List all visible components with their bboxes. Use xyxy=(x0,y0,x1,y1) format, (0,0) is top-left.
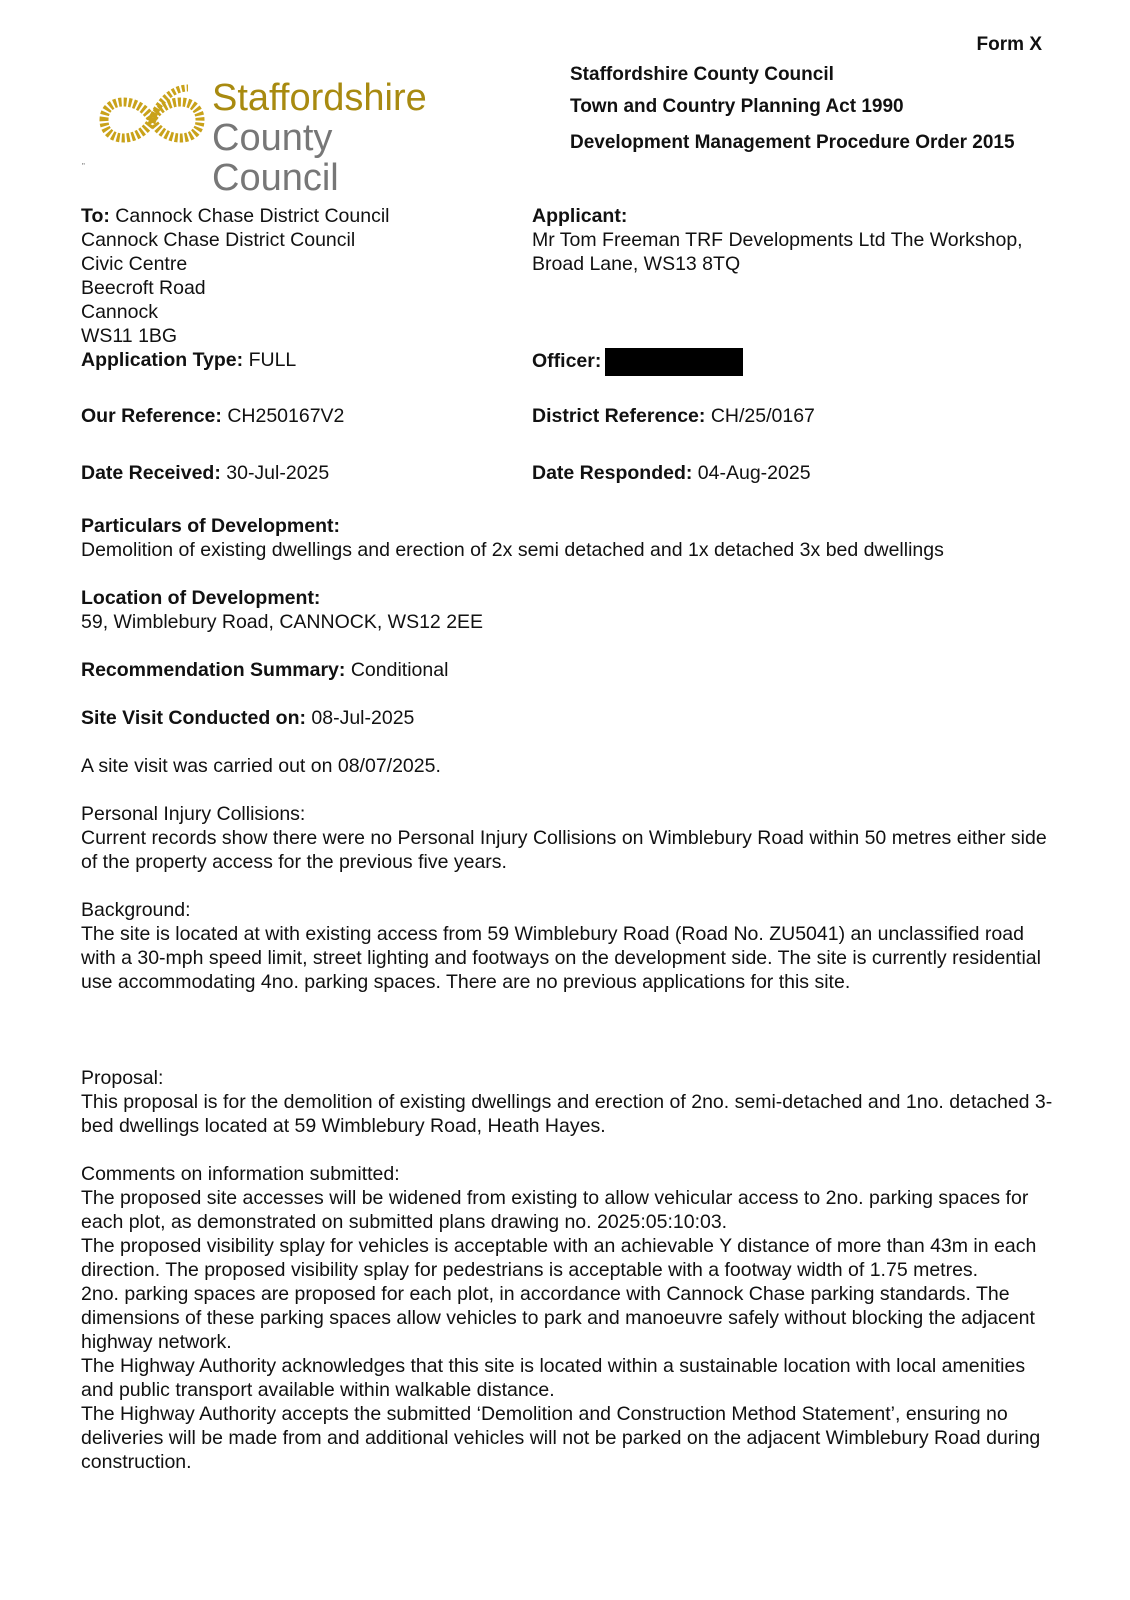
applicant-label: Applicant: xyxy=(532,205,628,227)
to-address-line: Civic Centre xyxy=(81,253,188,275)
logo-text-line1: Staffordshire xyxy=(212,77,427,119)
location-label: Location of Development: xyxy=(81,587,321,609)
site-visit-note: A site visit was carried out on 08/07/2025. xyxy=(81,755,441,777)
district-reference-value: CH/25/0167 xyxy=(710,405,815,427)
proposal-text: This proposal is for the demolition of existing dwellings and erection of 2no. semi-detached and 1no. detached 3- bed dwellings located at 59 Wimblebury Road, Heath Hayes. xyxy=(81,1091,1053,1137)
collisions-section xyxy=(81,802,1061,874)
application-type-value: FULL xyxy=(248,349,297,371)
header-order: Development Management Procedure Order 2015 xyxy=(570,132,1015,153)
particulars-section xyxy=(81,514,1061,562)
proposal-heading: Proposal: xyxy=(81,1067,164,1089)
location-section xyxy=(81,586,1061,634)
to-block xyxy=(81,204,501,372)
site-visit-label: Site Visit Conducted on: xyxy=(81,707,306,729)
application-type-label: Application Type: xyxy=(81,349,244,371)
logo-mark: " xyxy=(82,162,85,171)
date-received-label: Date Received: xyxy=(81,462,221,484)
particulars-text: Demolition of existing dwellings and erection of 2x semi detached and 1x detached 3x bed dwellings xyxy=(81,539,944,561)
form-label: Form X xyxy=(976,34,1042,55)
comment-item: The Highway Authority accepts the submitted ‘Demolition and Construction Method Statement’, ensuring no deliveries will be made from and additional vehicles will not be parked on the adjacent Wimblebury Road during construction. xyxy=(81,1403,1041,1473)
officer-redaction xyxy=(605,348,743,376)
comments-section xyxy=(81,1162,1061,1474)
background-text: The site is located at with existing access from 59 Wimblebury Road (Road No. ZU5041) an unclassified road with a 30-mph speed limit, street lighting and footways on the development side. The site is currently residential use accommodating 4no. parking spaces. There are no previous applications for this site. xyxy=(81,923,1041,993)
date-received-value: 30-Jul-2025 xyxy=(226,462,330,484)
collisions-heading: Personal Injury Collisions: xyxy=(81,803,306,825)
site-visit-value: 08-Jul-2025 xyxy=(311,707,415,729)
comment-item: The Highway Authority acknowledges that this site is located within a sustainable location with local amenities and public transport available within walkable distance. xyxy=(81,1355,1026,1401)
comment-item: The proposed site accesses will be widened from existing to allow vehicular access to 2no. parking spaces for each plot, as demonstrated on submitted plans drawing no. 2025:05:10:03. xyxy=(81,1187,1029,1233)
background-section xyxy=(81,898,1061,994)
council-logo xyxy=(96,77,466,199)
applicant-block xyxy=(532,204,1092,276)
applicant-line: Broad Lane, WS13 8TQ xyxy=(532,253,741,275)
applicant-line: Mr Tom Freeman TRF Developments Ltd The Workshop, xyxy=(532,229,1023,251)
date-responded-row xyxy=(532,461,811,485)
comment-item: 2no. parking spaces are proposed for each plot, in accordance with Cannock Chase parking standards. The dimensions of these parking spaces allow vehicles to park and manoeuvre safely without blocking the adjacent highway network. xyxy=(81,1283,1035,1353)
site-visit-row xyxy=(81,706,1061,730)
background-heading: Background: xyxy=(81,899,191,921)
district-reference-row xyxy=(532,404,815,428)
header-act: Town and Country Planning Act 1990 xyxy=(570,96,904,117)
to-address-line: Cannock Chase District Council xyxy=(81,229,356,251)
officer-label: Officer: xyxy=(532,350,602,373)
district-reference-label: District Reference: xyxy=(532,405,706,427)
header-council: Staffordshire County Council xyxy=(570,64,834,85)
recommendation-value: Conditional xyxy=(350,659,449,681)
our-reference-value: CH250167V2 xyxy=(227,405,345,427)
location-text: 59, Wimblebury Road, CANNOCK, WS12 2EE xyxy=(81,611,484,633)
to-address-line: WS11 1BG xyxy=(81,325,178,347)
date-received-row xyxy=(81,461,329,485)
officer-row xyxy=(532,348,743,376)
our-reference-row xyxy=(81,404,344,428)
to-address-line: Cannock xyxy=(81,301,158,323)
our-reference-label: Our Reference: xyxy=(81,405,222,427)
particulars-label: Particulars of Development: xyxy=(81,515,340,537)
recommendation-label: Recommendation Summary: xyxy=(81,659,346,681)
date-responded-value: 04-Aug-2025 xyxy=(697,462,811,484)
logo-text-line2: County Council xyxy=(212,117,339,199)
staffordshire-knot-icon xyxy=(96,78,208,162)
collisions-text: Current records show there were no Personal Injury Collisions on Wimblebury Road within 50 metres either side of the property access for the previous five years. xyxy=(81,827,1047,873)
recommendation-row xyxy=(81,658,1061,682)
proposal-section xyxy=(81,1066,1061,1138)
comment-item: The proposed visibility splay for vehicles is acceptable with an achievable Y distance of more than 43m in each direction. The proposed visibility splay for pedestrians is acceptable with a footway width of 1.75 metres. xyxy=(81,1235,1037,1281)
date-responded-label: Date Responded: xyxy=(532,462,693,484)
to-address-line: Beecroft Road xyxy=(81,277,206,299)
to-name: Cannock Chase District Council xyxy=(115,205,390,227)
comments-heading: Comments on information submitted: xyxy=(81,1163,400,1185)
to-label: To: xyxy=(81,205,110,227)
